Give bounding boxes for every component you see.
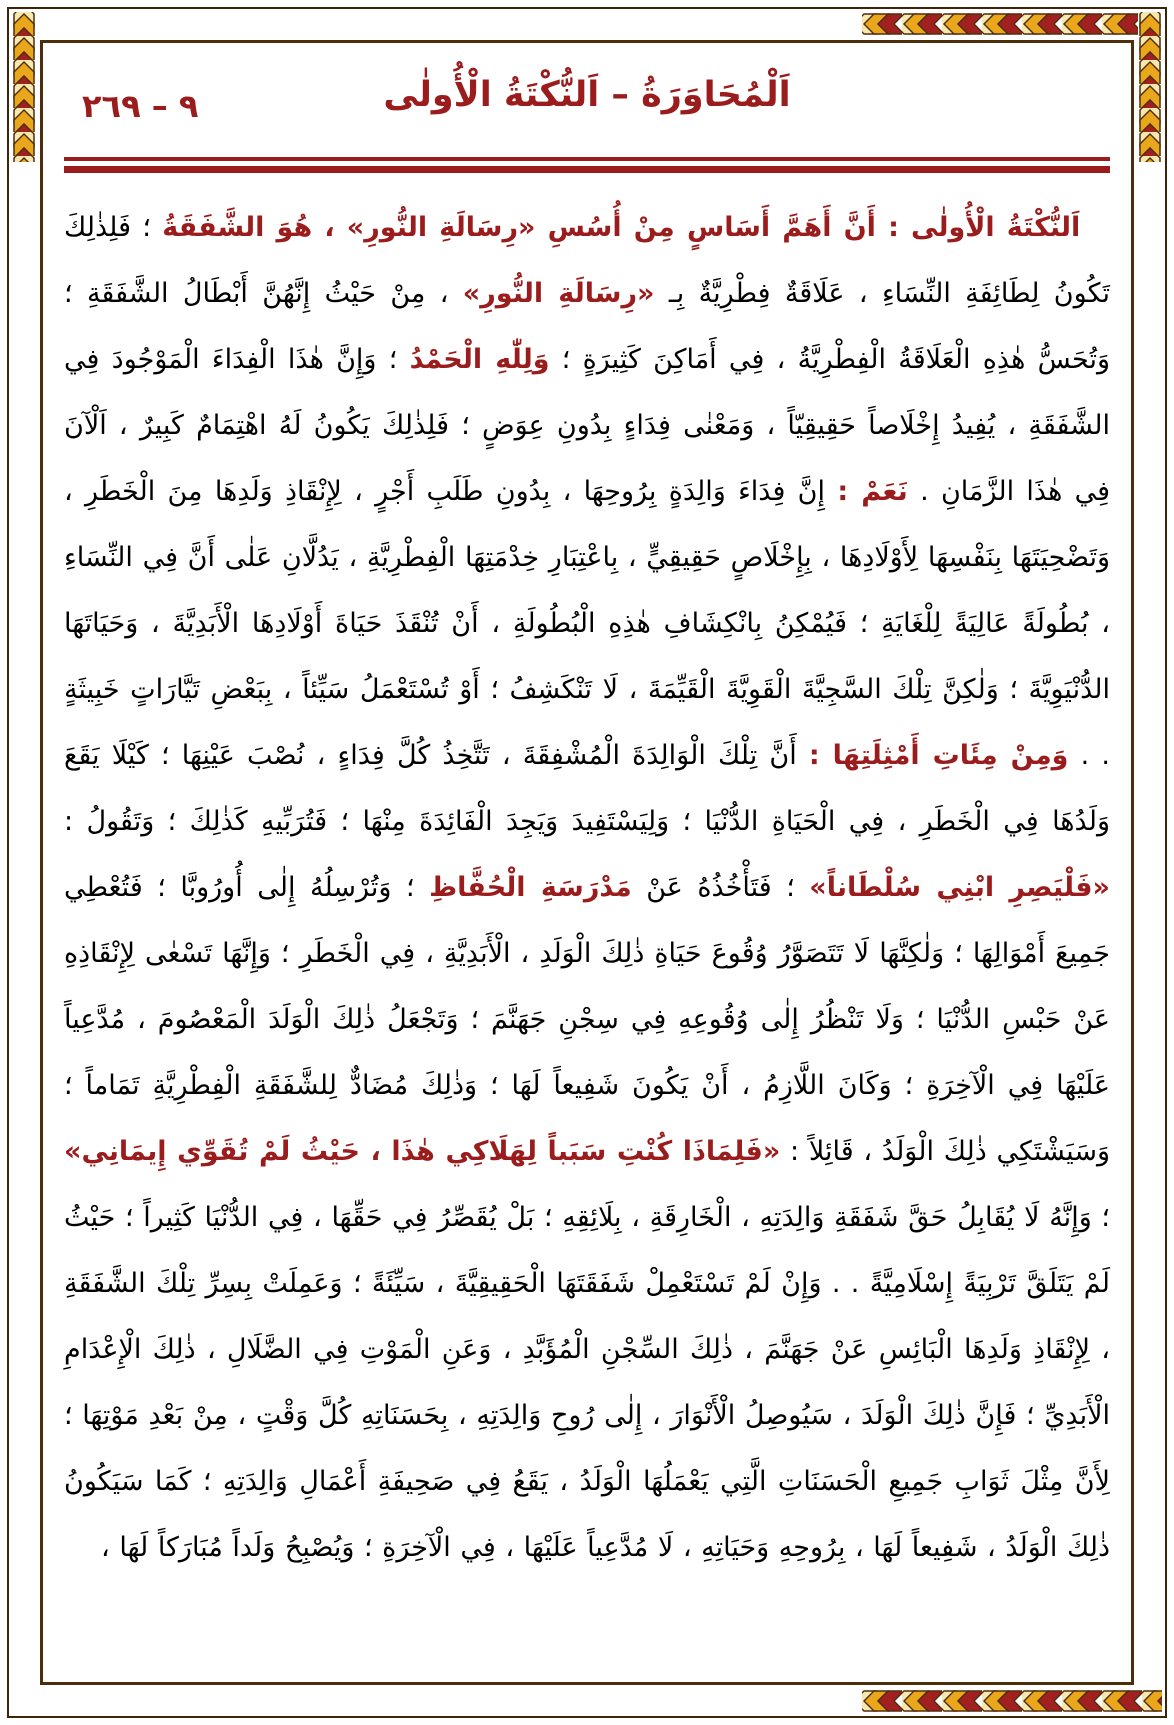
- page-title: اَلْمُحَاوَرَةُ – اَلنُّكْتَةُ الْأُولٰى: [383, 75, 791, 115]
- text-segment: نَعَمْ :: [837, 476, 908, 507]
- text-segment: مَدْرَسَةِ الْحُفَّاظِ: [429, 872, 632, 903]
- ornamental-border-right-icon: [1138, 12, 1162, 162]
- page-content: [64, 55, 1110, 1670]
- text-segment: «فَلْيَصِرِ ابْنِي سُلْطَاناً»: [809, 872, 1110, 903]
- text-segment: ؛ وَإِنَّ هٰذَا الْفِدَاءَ الْمَوْجُودَ فِي الشَّفَقَةِ ، يُفِيدُ إِخْلَاصاً حَقِيقِيّاً ، وَمَعْنٰى فِدَاءٍ بِدُونِ عِوَضٍ ؛ فَلِذٰلِكَ يَكُونُ لَهُ اهْتِمَامٌ كَبِيرٌ ، اَلْآنَ فِي هٰذَا الزَّمَانِ .: [64, 344, 1111, 507]
- text-segment: إِنَّ فِدَاءَ وَالِدَةٍ بِرُوحِهَا ، بِدُونِ طَلَبِ أَجْرٍ ، لِإِنْقَاذِ وَلَدِهَا مِنَ الْخَطَرِ ، وَتَضْحِيَتَهَا بِنَفْسِهَا لِأَوْلَادِهَا ، بِإِخْلَاصٍ حَقِيقِيٍّ ، بِاعْتِبَارِ خِدْمَتِهَا الْفِطْرِيَّةِ ، يَدُلَّانِ عَلٰى أَنَّ فِي النِّسَاءِ ، بُطُولَةً عَالِيَةً لِلْغَايَةِ ؛ فَيُمْكِنُ بِانْكِشَافِ هٰذِهِ الْبُطُولَةِ ، أَنْ تُنْقَذَ حَيَاةَ أَوْلَادِهَا الْأَبَدِيَّةَ ، وَحَيَاتَهَا الدُّنْيَوِيَّةَ ؛ وَلٰكِنَّ تِلْكَ السَّجِيَّةَ الْقَوِيَّةَ الْقَيِّمَةَ ، لَا تَنْكَشِفُ ؛ أَوْ تُسْتَعْمَلُ سَيِّئاً ، بِبَعْضِ تَيَّارَاتٍ خَبِيثَةٍ . .: [64, 476, 1110, 771]
- header-divider: [64, 157, 1110, 173]
- text-segment: ؛ وَإِنَّهُ لَا يُقَابِلُ حَقَّ شَفَقَةِ وَالِدَتِهِ ، الْخَارِقَةِ ، بِلَائِقِهِ ؛ بَلْ يُقَصِّرُ فِي حَقِّهَا ، فِي الدُّنْيَا كَثِيراً ؛ حَيْثُ لَمْ يَتَلَقَّ تَرْبِيَةً إِسْلَامِيَّةً . . وَإِنْ لَمْ تَسْتَعْمِلْ شَفَقَتَهَا الْحَقِيقِيَّةَ ، سَيِّئَةً ؛ وَعَمِلَتْ بِسِرِّ تِلْكَ الشَّفَقَةِ ، لِإِنْقَاذِ وَلَدِهَا الْبَائِسِ عَنْ جَهَنَّمَ ، ذٰلِكَ السِّجْنِ الْمُؤَبَّدِ ، وَعَنِ الْمَوْتِ فِي الضَّلَالِ ، ذٰلِكَ الْإِعْدَامِ الْأَبَدِيِّ ؛ فَإِنَّ ذٰلِكَ الْوَلَدَ ، سَيُوصِلُ الْأَنْوَارَ ، إِلٰى رُوحِ وَالِدَتِهِ ، بِحَسَنَاتِهِ كُلَّ وَقْتٍ ، مِنْ بَعْدِ مَوْتِهَا ؛ لِأَنَّ مِثْلَ ثَوَابِ جَمِيعِ الْحَسَنَاتِ الَّتِي يَعْمَلُهَا الْوَلَدُ ، يَقَعُ فِي صَحِيفَةِ أَعْمَالِ وَالِدَتِهِ ؛ كَمَا سَيَكُونُ ذٰلِكَ الْوَلَدُ ، شَفِيعاً لَهَا ، بِرُوحِهِ وَحَيَاتِهِ ، لَا مُدَّعِياً عَلَيْهَا ، فِي الْآخِرَةِ ؛ وَيُصْبِحُ وَلَداً مُبَارَكاً لَهَا ،: [64, 1202, 1110, 1563]
- text-segment: «رِسَالَةِ النُّورِ»: [462, 278, 655, 309]
- text-segment: ؛ فَلِذٰلِكَ تَكُونُ لِطَائِفَةِ النِّسَاءِ ، عَلَاقَةٌ فِطْرِيَّةٌ بِـ: [64, 212, 1110, 309]
- page-number: ٩ – ٢٦٩: [82, 87, 199, 125]
- text-segment: «فَلِمَاذَا كُنْتِ سَبَباً لِهَلَاكِي هٰذَا ، حَيْثُ لَمْ تُقَوِّي إِيمَانِي»: [64, 1136, 781, 1167]
- text-segment: وَلِلّٰهِ الْحَمْدُ: [409, 344, 550, 375]
- text-segment: وَمِنْ مِئَاتِ أَمْثِلَتِهَا :: [808, 740, 1069, 771]
- text-segment: اَلنُّكْتَةُ الْأُولٰى : أَنَّ أَهَمَّ أَسَاسٍ مِنْ أُسُسِ «رِسَالَةِ النُّورِ» ، هُوَ الشَّفَقَةُ: [162, 212, 1081, 243]
- divider-thick-line: [64, 166, 1110, 173]
- text-segment: ، مِنْ حَيْثُ إِنَّهُنَّ أَبْطَالُ الشَّفَقَةِ ؛ وَتُحَسُّ هٰذِهِ الْعَلَاقَةُ الْفِطْرِيَّةُ ، فِي أَمَاكِنَ كَثِيرَةٍ ؛: [64, 278, 1111, 375]
- body-paragraph: [64, 195, 1110, 1581]
- ornamental-border-top-icon: [862, 12, 1162, 36]
- ornamental-border-left-icon: [12, 12, 36, 162]
- text-segment: ؛ وَتُرْسِلُهُ إِلٰى أُورُوبَّا ؛ فَتُعْطِي جَمِيعَ أَمْوَالِهَا ؛ وَلٰكِنَّهَا لَا تَتَصَوَّرُ وُقُوعَ حَيَاةِ ذٰلِكَ الْوَلَدِ ، الْأَبَدِيَّةِ ، فِي الْخَطَرِ ؛ وَإِنَّهَا تَسْعٰى لِإِنْقَاذِهِ عَنْ حَبْسِ الدُّنْيَا ؛ وَلَا تَنْظُرُ إِلٰى وُقُوعِهِ فِي سِجْنِ جَهَنَّمَ ؛ وَتَجْعَلُ ذٰلِكَ الْوَلَدَ الْمَعْصُومَ ، مُدَّعِياً عَلَيْهَا فِي الْآخِرَةِ ؛ وَكَانَ اللَّازِمُ ، أَنْ يَكُونَ شَفِيعاً لَهَا ؛ وَذٰلِكَ مُضَادٌّ لِلشَّفَقَةِ الْفِطْرِيَّةِ تَمَاماً ؛ وَسَيَشْتَكِي ذٰلِكَ الْوَلَدُ ، قَائِلاً :: [64, 872, 1110, 1167]
- page-header: [64, 69, 1110, 147]
- ornamental-border-bottom-icon: [862, 1689, 1162, 1713]
- text-segment: أَنَّ تِلْكَ الْوَالِدَةَ الْمُشْفِقَةَ ، تَتَّخِذُ كُلَّ فِدَاءٍ ، نُصْبَ عَيْنِهَا ؛ كَيْلَا يَقَعَ وَلَدُهَا فِي الْخَطَرِ ، فِي الْحَيَاةِ الدُّنْيَا ؛ وَلِيَسْتَفِيدَ وَيَجِدَ الْفَائِدَةَ مِنْهَا ؛ فَتُرَبِّيهِ كَذٰلِكَ ؛ وَتَقُولُ :: [64, 740, 1110, 837]
- text-segment: ؛ فَتَأْخُذُهُ عَنْ: [631, 872, 810, 903]
